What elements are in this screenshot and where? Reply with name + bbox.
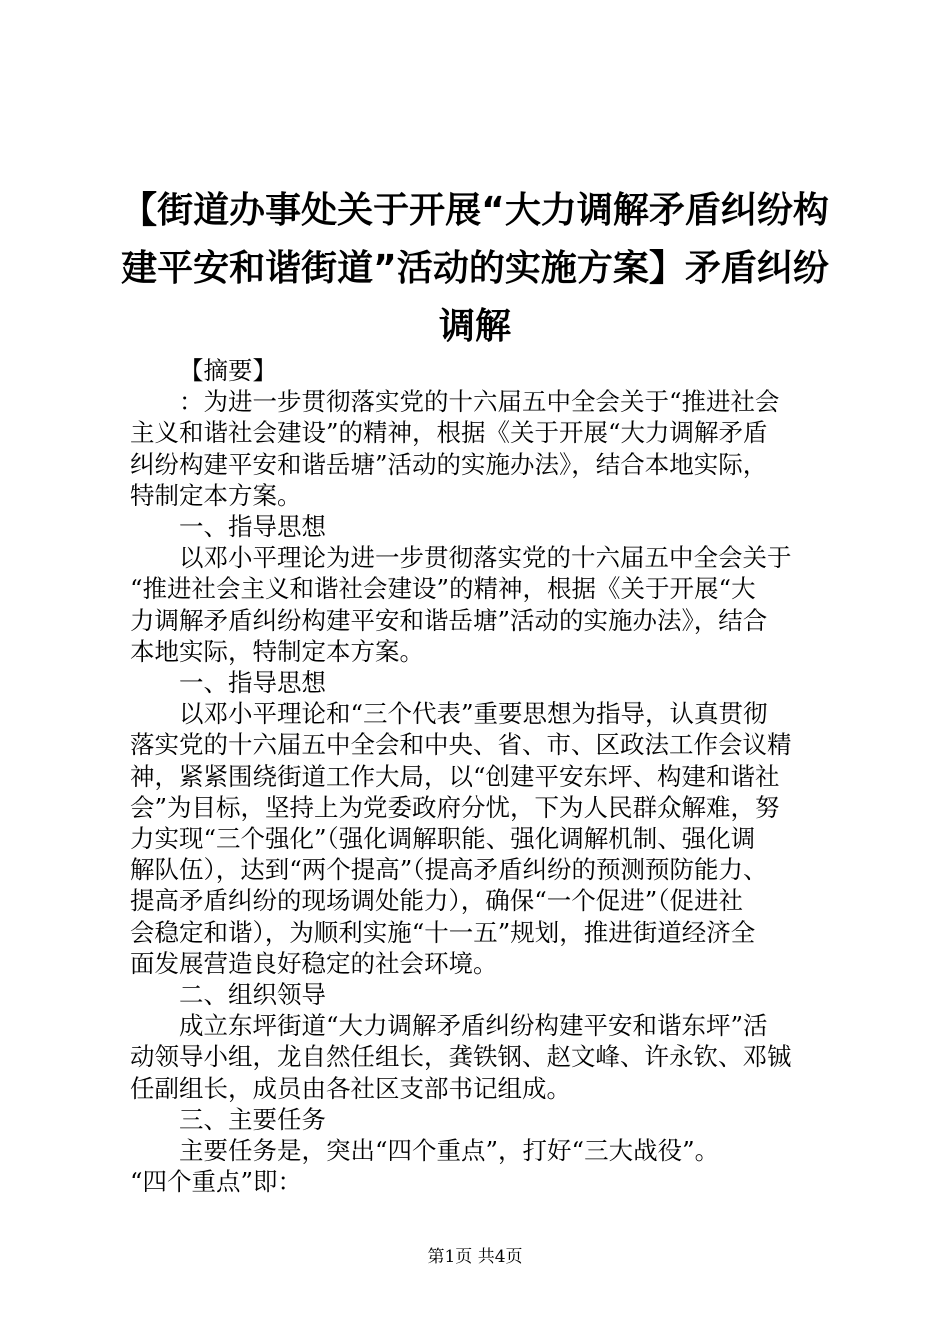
paragraph-summary <box>130 386 830 511</box>
text-line: 以邓小平理论和“三个代表”重要思想为指导，认真贯彻 <box>179 699 768 729</box>
text-line: 会稳定和谐），为顺利实施“十一五”规划，推进街道经济全 <box>130 917 756 947</box>
text-line: 纠纷构建平安和谐岳塘”活动的实施办法》，结合本地实际， <box>130 449 768 479</box>
text-line: “四个重点”即： <box>130 1167 303 1197</box>
text-line: 动领导小组，龙自然任组长，龚铁钢、赵文峰、许永钦、邓铖 <box>130 1042 792 1072</box>
text-line: 神，紧紧围绕街道工作大局，以“创建平安东坪、构建和谐社 <box>130 761 780 791</box>
paragraph <box>130 698 830 979</box>
summary-label: 【摘要】 <box>179 356 277 385</box>
section-heading: 一、指导思想 <box>179 668 326 698</box>
text-line: 面发展营造良好稳定的社会环境。 <box>130 948 498 978</box>
section-heading: 三、主要任务 <box>179 1104 326 1134</box>
text-line: 落实党的十六届五中全会和中央、省、市、区政法工作会议精 <box>130 730 792 760</box>
title-line: 调解 <box>438 306 511 347</box>
document-title <box>118 182 832 356</box>
text-line: 力调解矛盾纠纷构建平安和谐岳塘”活动的实施办法》，结合 <box>130 605 768 635</box>
title-line: 建平安和谐街道”活动的实施方案】矛盾纠纷 <box>121 248 829 289</box>
text-line: 提高矛盾纠纷的现场调处能力），确保“一个促进”（促进社 <box>130 886 744 916</box>
title-line: 【街道办事处关于开展“大力调解矛盾纠纷构 <box>121 190 829 231</box>
document-body <box>130 355 830 1197</box>
paragraph <box>130 1010 830 1104</box>
page-footer: 第1页 共4页 <box>427 1247 523 1267</box>
text-line: “推进社会主义和谐社会建设”的精神，根据《关于开展“大 <box>130 574 756 604</box>
section-heading: 一、指导思想 <box>179 512 326 542</box>
text-line: 任副组长，成员由各社区支部书记组成。 <box>130 1073 571 1103</box>
text-line: 成立东坪街道“大力调解矛盾纠纷构建平安和谐东坪”活 <box>179 1011 768 1041</box>
paragraph <box>130 1135 830 1197</box>
section-heading: 二、组织领导 <box>179 980 326 1010</box>
paragraph <box>130 542 830 667</box>
text-line: 以邓小平理论为进一步贯彻落实党的十六届五中全会关于 <box>179 543 792 573</box>
text-line: 本地实际，特制定本方案。 <box>130 636 424 666</box>
text-line: 主要任务是，突出“四个重点”，打好“三大战役”。 <box>179 1136 720 1166</box>
text-line: 主义和谐社会建设”的精神，根据《关于开展“大力调解矛盾 <box>130 418 768 448</box>
text-line: 特制定本方案。 <box>130 480 302 510</box>
text-line: 解队伍），达到“两个提高”（提高矛盾纠纷的预测预防能力、 <box>130 855 768 885</box>
text-line: 会”为目标，坚持上为党委政府分忧，下为人民群众解难，努 <box>130 792 780 822</box>
text-line: ：为进一步贯彻落实党的十六届五中全会关于“推进社会 <box>179 387 780 417</box>
text-line: 力实现“三个强化”（强化调解职能、强化调解机制、强化调 <box>130 824 756 854</box>
